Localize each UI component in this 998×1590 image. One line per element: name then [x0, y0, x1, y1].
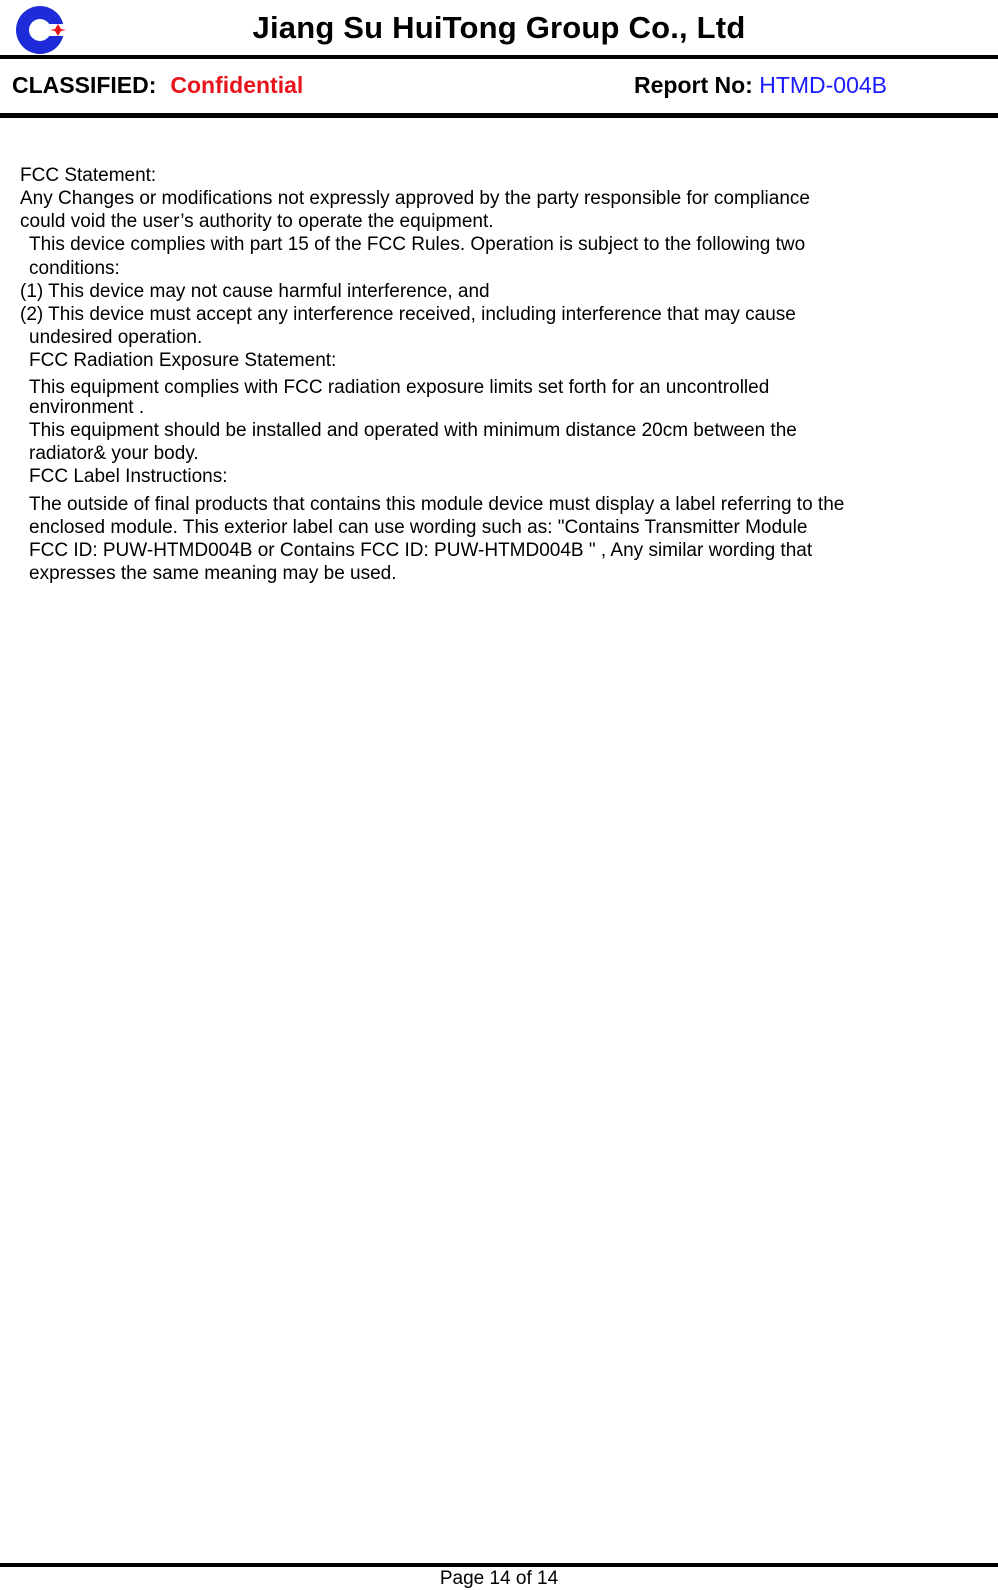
- report-value: HTMD-004B: [759, 72, 888, 98]
- body-line: conditions:: [29, 258, 120, 279]
- body-line: The outside of final products that contains this module device must display a label referring to the: [29, 494, 845, 515]
- header-rule: [0, 55, 998, 59]
- page-number: Page 14 of 14: [439, 1568, 559, 1589]
- classified-value: Confidential: [170, 72, 304, 98]
- body-line: enclosed module. This exterior label can use wording such as: "Contains Transmitter Module: [29, 517, 808, 538]
- report-number: [634, 72, 887, 99]
- footer-rule: [0, 1563, 998, 1567]
- report-label: Report No:: [634, 72, 753, 98]
- body-line: Any Changes or modifications not expressly approved by the party responsible for compliance: [20, 188, 810, 209]
- body-line: FCC Label Instructions:: [29, 466, 228, 487]
- body-line: (1) This device may not cause harmful interference, and: [20, 281, 490, 302]
- body-line: expresses the same meaning may be used.: [29, 563, 397, 584]
- body-line: This equipment should be installed and operated with minimum distance 20cm between the: [29, 420, 797, 441]
- body-line: could void the user’s authority to operate the equipment.: [20, 211, 494, 232]
- body-line: FCC Radiation Exposure Statement:: [29, 350, 337, 371]
- body-line: environment .: [29, 397, 145, 418]
- classification: [12, 72, 303, 99]
- header-rule-bottom: [0, 113, 998, 118]
- body-line: FCC Statement:: [20, 165, 157, 186]
- body-line: (2) This device must accept any interference received, including interference that may cause: [20, 304, 796, 325]
- company-name: Jiang Su HuiTong Group Co., Ltd: [252, 10, 746, 45]
- body-line: FCC ID: PUW-HTMD004B or Contains FCC ID: PUW-HTMD004B " , Any similar wording that: [29, 540, 813, 561]
- body-line: undesired operation.: [29, 327, 203, 348]
- classified-label: CLASSIFIED:: [12, 72, 157, 98]
- body-line: This device complies with part 15 of the FCC Rules. Operation is subject to the following two: [29, 234, 806, 255]
- body-line: This equipment complies with FCC radiation exposure limits set forth for an uncontrolled: [29, 377, 770, 398]
- body-line: radiator& your body.: [29, 443, 199, 464]
